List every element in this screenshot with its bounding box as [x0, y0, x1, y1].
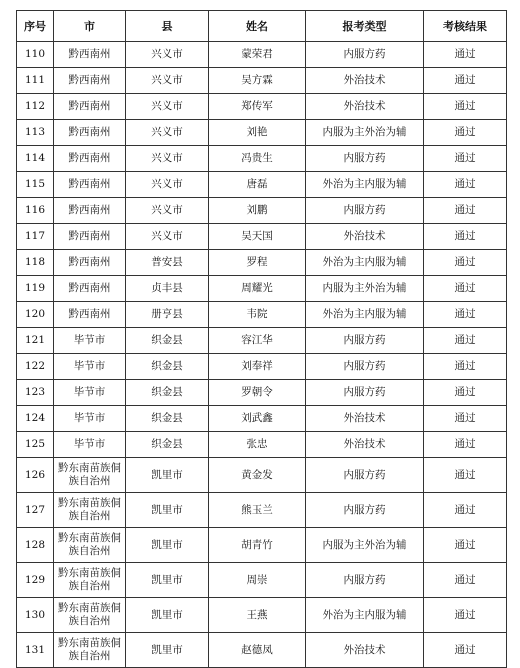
cell-city: 黔西南州 — [54, 146, 126, 172]
cell-name: 黄金发 — [209, 458, 306, 493]
cell-city: 黔东南苗族侗族自治州 — [54, 563, 126, 598]
cell-name: 张忠 — [209, 432, 306, 458]
cell-city: 黔东南苗族侗族自治州 — [54, 458, 126, 493]
cell-index: 120 — [17, 302, 54, 328]
cell-index: 127 — [17, 493, 54, 528]
cell-county: 兴义市 — [126, 146, 209, 172]
cell-city: 黔西南州 — [54, 172, 126, 198]
table-body — [17, 42, 507, 668]
cell-exam-type: 外治技术 — [306, 432, 424, 458]
cell-exam-type: 外治为主内服为辅 — [306, 302, 424, 328]
cell-exam-type: 内服方药 — [306, 42, 424, 68]
cell-city: 黔西南州 — [54, 94, 126, 120]
cell-index: 115 — [17, 172, 54, 198]
cell-name: 赵德凤 — [209, 633, 306, 668]
cell-result: 通过 — [424, 42, 507, 68]
table-row — [17, 354, 507, 380]
cell-exam-type: 内服方药 — [306, 354, 424, 380]
cell-city: 黔东南苗族侗族自治州 — [54, 493, 126, 528]
cell-name: 刘艳 — [209, 120, 306, 146]
cell-exam-type: 外治为主内服为辅 — [306, 250, 424, 276]
table-row — [17, 224, 507, 250]
cell-city: 黔东南苗族侗族自治州 — [54, 598, 126, 633]
header-cell-result: 考核结果 — [424, 11, 507, 42]
cell-city: 毕节市 — [54, 328, 126, 354]
cell-name: 罗程 — [209, 250, 306, 276]
cell-exam-type: 内服方药 — [306, 380, 424, 406]
header-cell-index: 序号 — [17, 11, 54, 42]
cell-name: 容江华 — [209, 328, 306, 354]
cell-name: 蒙荣君 — [209, 42, 306, 68]
table-row — [17, 406, 507, 432]
cell-county: 凯里市 — [126, 493, 209, 528]
cell-index: 128 — [17, 528, 54, 563]
cell-index: 131 — [17, 633, 54, 668]
cell-exam-type: 外治为主内服为辅 — [306, 172, 424, 198]
table-row — [17, 528, 507, 563]
cell-exam-type: 内服方药 — [306, 146, 424, 172]
cell-exam-type: 外治技术 — [306, 94, 424, 120]
cell-name: 冯贵生 — [209, 146, 306, 172]
cell-index: 111 — [17, 68, 54, 94]
cell-index: 114 — [17, 146, 54, 172]
cell-index: 117 — [17, 224, 54, 250]
cell-county: 织金县 — [126, 406, 209, 432]
cell-city: 毕节市 — [54, 380, 126, 406]
cell-result: 通过 — [424, 146, 507, 172]
header-cell-exam-type: 报考类型 — [306, 11, 424, 42]
cell-result: 通过 — [424, 328, 507, 354]
cell-county: 普安县 — [126, 250, 209, 276]
cell-county: 兴义市 — [126, 68, 209, 94]
table-row — [17, 198, 507, 224]
cell-city: 黔西南州 — [54, 224, 126, 250]
cell-county: 织金县 — [126, 380, 209, 406]
cell-result: 通过 — [424, 432, 507, 458]
cell-result: 通过 — [424, 528, 507, 563]
cell-name: 韦院 — [209, 302, 306, 328]
cell-exam-type: 内服方药 — [306, 328, 424, 354]
cell-city: 黔西南州 — [54, 42, 126, 68]
cell-exam-type: 内服为主外治为辅 — [306, 528, 424, 563]
cell-index: 125 — [17, 432, 54, 458]
table-row — [17, 563, 507, 598]
cell-name: 郑传军 — [209, 94, 306, 120]
cell-index: 130 — [17, 598, 54, 633]
table-row — [17, 493, 507, 528]
cell-index: 110 — [17, 42, 54, 68]
cell-result: 通过 — [424, 563, 507, 598]
cell-county: 兴义市 — [126, 42, 209, 68]
cell-result: 通过 — [424, 198, 507, 224]
table-row — [17, 68, 507, 94]
cell-county: 凯里市 — [126, 458, 209, 493]
cell-result: 通过 — [424, 94, 507, 120]
cell-name: 吴方霖 — [209, 68, 306, 94]
table-row — [17, 302, 507, 328]
cell-city: 黔西南州 — [54, 250, 126, 276]
cell-city: 毕节市 — [54, 432, 126, 458]
cell-exam-type: 外治技术 — [306, 633, 424, 668]
cell-county: 织金县 — [126, 432, 209, 458]
cell-city: 黔东南苗族侗族自治州 — [54, 528, 126, 563]
cell-name: 吴天国 — [209, 224, 306, 250]
cell-name: 唐磊 — [209, 172, 306, 198]
cell-name: 刘鹏 — [209, 198, 306, 224]
cell-index: 116 — [17, 198, 54, 224]
cell-index: 121 — [17, 328, 54, 354]
cell-name: 刘奉祥 — [209, 354, 306, 380]
cell-county: 兴义市 — [126, 224, 209, 250]
table-row — [17, 458, 507, 493]
table-row — [17, 120, 507, 146]
cell-name: 熊玉兰 — [209, 493, 306, 528]
cell-county: 贞丰县 — [126, 276, 209, 302]
table-row — [17, 172, 507, 198]
cell-county: 织金县 — [126, 354, 209, 380]
cell-county: 凯里市 — [126, 528, 209, 563]
cell-index: 124 — [17, 406, 54, 432]
cell-county: 册亨县 — [126, 302, 209, 328]
cell-county: 兴义市 — [126, 198, 209, 224]
cell-result: 通过 — [424, 458, 507, 493]
table-row — [17, 94, 507, 120]
table-row — [17, 42, 507, 68]
cell-exam-type: 内服方药 — [306, 198, 424, 224]
cell-name: 王燕 — [209, 598, 306, 633]
cell-result: 通过 — [424, 224, 507, 250]
cell-result: 通过 — [424, 302, 507, 328]
cell-county: 凯里市 — [126, 598, 209, 633]
cell-name: 周崇 — [209, 563, 306, 598]
cell-result: 通过 — [424, 380, 507, 406]
cell-exam-type: 内服方药 — [306, 563, 424, 598]
cell-result: 通过 — [424, 250, 507, 276]
cell-city: 毕节市 — [54, 354, 126, 380]
cell-index: 112 — [17, 94, 54, 120]
cell-result: 通过 — [424, 633, 507, 668]
table-row — [17, 432, 507, 458]
cell-exam-type: 外治技术 — [306, 224, 424, 250]
cell-result: 通过 — [424, 406, 507, 432]
results-document — [16, 10, 500, 668]
cell-city: 黔西南州 — [54, 198, 126, 224]
table-row — [17, 250, 507, 276]
cell-county: 凯里市 — [126, 633, 209, 668]
cell-city: 黔东南苗族侗族自治州 — [54, 633, 126, 668]
cell-city: 毕节市 — [54, 406, 126, 432]
cell-county: 兴义市 — [126, 172, 209, 198]
cell-index: 126 — [17, 458, 54, 493]
cell-index: 122 — [17, 354, 54, 380]
table-row — [17, 146, 507, 172]
cell-result: 通过 — [424, 598, 507, 633]
cell-index: 119 — [17, 276, 54, 302]
header-cell-city: 市 — [54, 11, 126, 42]
cell-name: 刘武鑫 — [209, 406, 306, 432]
results-table — [16, 10, 507, 668]
cell-exam-type: 内服为主外治为辅 — [306, 276, 424, 302]
cell-city: 黔西南州 — [54, 302, 126, 328]
cell-result: 通过 — [424, 354, 507, 380]
cell-result: 通过 — [424, 493, 507, 528]
header-cell-county: 县 — [126, 11, 209, 42]
table-row — [17, 633, 507, 668]
cell-county: 兴义市 — [126, 120, 209, 146]
cell-county: 兴义市 — [126, 94, 209, 120]
cell-index: 118 — [17, 250, 54, 276]
table-row — [17, 380, 507, 406]
cell-city: 黔西南州 — [54, 276, 126, 302]
table-row — [17, 598, 507, 633]
cell-result: 通过 — [424, 120, 507, 146]
cell-name: 胡青竹 — [209, 528, 306, 563]
table-row — [17, 276, 507, 302]
header-row — [17, 11, 507, 42]
cell-name: 周耀光 — [209, 276, 306, 302]
cell-index: 123 — [17, 380, 54, 406]
cell-result: 通过 — [424, 276, 507, 302]
cell-exam-type: 内服方药 — [306, 493, 424, 528]
header-cell-name: 姓名 — [209, 11, 306, 42]
cell-index: 113 — [17, 120, 54, 146]
cell-county: 凯里市 — [126, 563, 209, 598]
cell-result: 通过 — [424, 68, 507, 94]
cell-exam-type: 内服方药 — [306, 458, 424, 493]
cell-city: 黔西南州 — [54, 120, 126, 146]
table-row — [17, 328, 507, 354]
cell-city: 黔西南州 — [54, 68, 126, 94]
cell-county: 织金县 — [126, 328, 209, 354]
cell-exam-type: 外治技术 — [306, 68, 424, 94]
cell-exam-type: 内服为主外治为辅 — [306, 120, 424, 146]
cell-exam-type: 外治技术 — [306, 406, 424, 432]
cell-exam-type: 外治为主内服为辅 — [306, 598, 424, 633]
cell-result: 通过 — [424, 172, 507, 198]
cell-name: 罗朝令 — [209, 380, 306, 406]
cell-index: 129 — [17, 563, 54, 598]
